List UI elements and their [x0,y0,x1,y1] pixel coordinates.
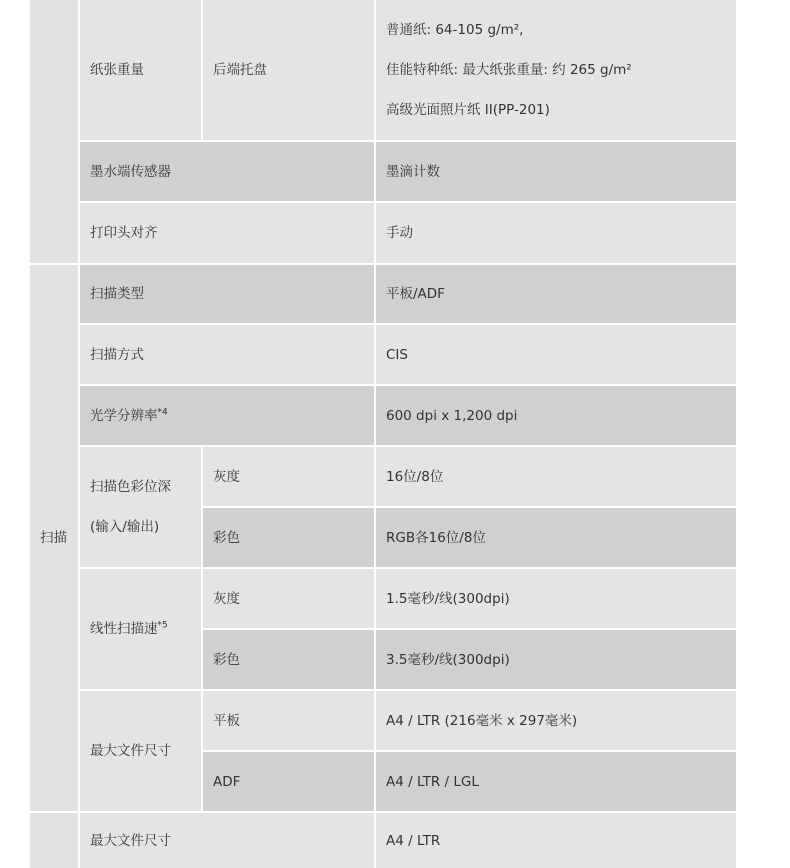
paper-weight-label: 纸张重量 [90,62,144,78]
max-doc-adf-value-cell [376,752,736,811]
color-depth-color-value-cell [376,508,736,567]
max-doc-flatbed-label-cell [203,691,374,750]
paper-weight-special: 佳能特种纸: 最大纸张重量: 约 265 g/m² [386,62,632,78]
line-speed-label-wrap [90,619,168,639]
paper-weight-plain: 普通纸: 64-105 g/m², [386,22,524,38]
max-doc2-value: A4 / LTR [386,832,441,849]
color-depth-gray-label: 灰度 [213,468,240,485]
category-cell-print [30,0,78,263]
head-align-value-cell [376,203,736,263]
optical-res-value: 600 dpi x 1,200 dpi [386,407,518,424]
max-doc2-label: 最大文件尺寸 [90,832,171,849]
ink-sensor-value-cell [376,142,736,201]
head-align-label-cell [80,203,374,263]
paper-weight-label-cell [80,0,201,140]
color-depth-color-value: RGB各16位/8位 [386,529,486,546]
color-depth-color-label-cell [203,508,374,567]
color-depth-gray-value: 16位/8位 [386,468,444,485]
head-align-label: 打印头对齐 [90,225,158,241]
line-speed-color-label: 彩色 [213,651,240,668]
max-doc-flatbed-value: A4 / LTR (216毫米 x 297毫米) [386,712,578,729]
color-depth-label-cell [80,447,201,567]
category-label-scan: 扫描 [40,530,67,546]
max-doc-flatbed-label: 平板 [213,712,240,729]
line-speed-gray-label: 灰度 [213,590,240,607]
category-cell-scan [30,265,78,811]
max-doc-adf-value: A4 / LTR / LGL [386,773,479,790]
line-speed-label-cell [80,569,201,689]
scan-type-label-cell [80,265,374,323]
scan-method-label: 扫描方式 [90,346,144,363]
category-cell-next [30,813,78,868]
ink-sensor-label: 墨水端传感器 [90,163,171,180]
optical-res-footnote: *4 [157,407,168,417]
max-doc-label-cell [80,691,201,811]
line-speed-color-value-cell [376,630,736,689]
color-depth-label-line2: (输入/输出) [90,519,160,535]
scan-method-value: CIS [386,346,408,363]
scan-method-value-cell [376,325,736,384]
rear-tray-label: 后端托盘 [213,62,267,78]
color-depth-color-label: 彩色 [213,529,240,546]
line-speed-gray-label-cell [203,569,374,628]
max-doc-flatbed-value-cell [376,691,736,750]
line-speed-gray-value: 1.5毫秒/线(300dpi) [386,590,510,607]
max-doc2-value-cell [376,813,736,868]
optical-res-label-wrap [90,406,168,426]
optical-res-label: 光学分辨率 [90,407,158,424]
line-speed-color-value: 3.5毫秒/线(300dpi) [386,651,510,668]
color-depth-gray-value-cell [376,447,736,506]
optical-res-value-cell [376,386,736,445]
scan-type-value: 平板/ADF [386,286,445,302]
max-doc-adf-label-cell [203,752,374,811]
scan-type-value-cell [376,265,736,323]
max-doc-adf-label: ADF [213,773,241,790]
paper-weight-photo: 高级光面照片纸 II(PP-201) [386,102,550,118]
ink-sensor-label-cell [80,142,374,201]
scan-type-label: 扫描类型 [90,286,144,302]
rear-tray-label-cell [203,0,374,140]
line-speed-footnote: *5 [157,620,168,631]
line-speed-label: 线性扫描速 [90,621,158,637]
optical-res-label-cell [80,386,374,445]
max-doc2-label-cell [80,813,374,868]
scan-method-label-cell [80,325,374,384]
color-depth-gray-label-cell [203,447,374,506]
max-doc-label: 最大文件尺寸 [90,743,171,759]
color-depth-label-line1: 扫描色彩位深 [90,479,171,495]
line-speed-gray-value-cell [376,569,736,628]
line-speed-color-label-cell [203,630,374,689]
head-align-value: 手动 [386,225,413,241]
paper-weight-values-cell [376,0,736,140]
ink-sensor-value: 墨滴计数 [386,163,440,180]
